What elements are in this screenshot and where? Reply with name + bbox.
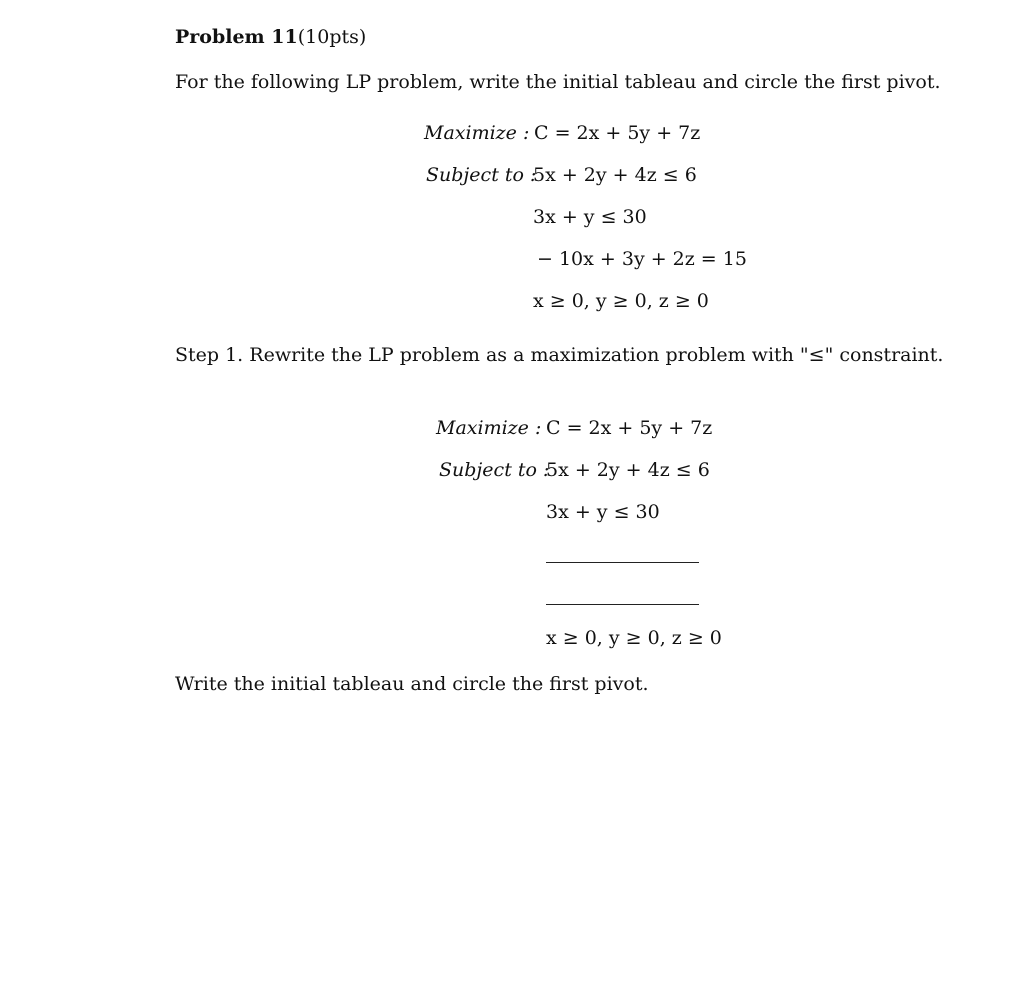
rewritten-subject-label: Subject to :	[439, 459, 550, 481]
problem-heading: Problem 11	[175, 26, 298, 48]
original-constraint-3: − 10x + 3y + 2z = 15	[537, 248, 747, 270]
step1-instruction: Step 1. Rewrite the LP problem as a maximization problem with "≤" constraint.	[175, 344, 944, 366]
rewritten-objective: C = 2x + 5y + 7z	[546, 417, 713, 439]
problem-points: (10pts)	[297, 26, 367, 48]
problem-instruction: For the following LP problem, write the initial tableau and circle the first pivot.	[175, 71, 941, 93]
rewritten-constraint-2: 3x + y ≤ 30	[546, 501, 660, 523]
original-objective-label: Maximize :	[424, 122, 530, 144]
rewritten-objective-label: Maximize :	[436, 417, 542, 439]
original-constraint-2: 3x + y ≤ 30	[533, 206, 647, 228]
blank-line-1[interactable]	[546, 562, 699, 563]
original-nonnegativity: x ≥ 0, y ≥ 0, z ≥ 0	[533, 290, 709, 312]
original-constraint-1: 5x + 2y + 4z ≤ 6	[533, 164, 697, 186]
blank-line-2[interactable]	[546, 604, 699, 605]
problem-header	[175, 28, 366, 47]
final-instruction: Write the initial tableau and circle the first pivot.	[175, 673, 649, 695]
rewritten-constraint-1: 5x + 2y + 4z ≤ 6	[546, 459, 710, 481]
original-objective: C = 2x + 5y + 7z	[534, 122, 701, 144]
rewritten-nonnegativity: x ≥ 0, y ≥ 0, z ≥ 0	[546, 627, 722, 649]
original-subject-label: Subject to :	[426, 164, 537, 186]
